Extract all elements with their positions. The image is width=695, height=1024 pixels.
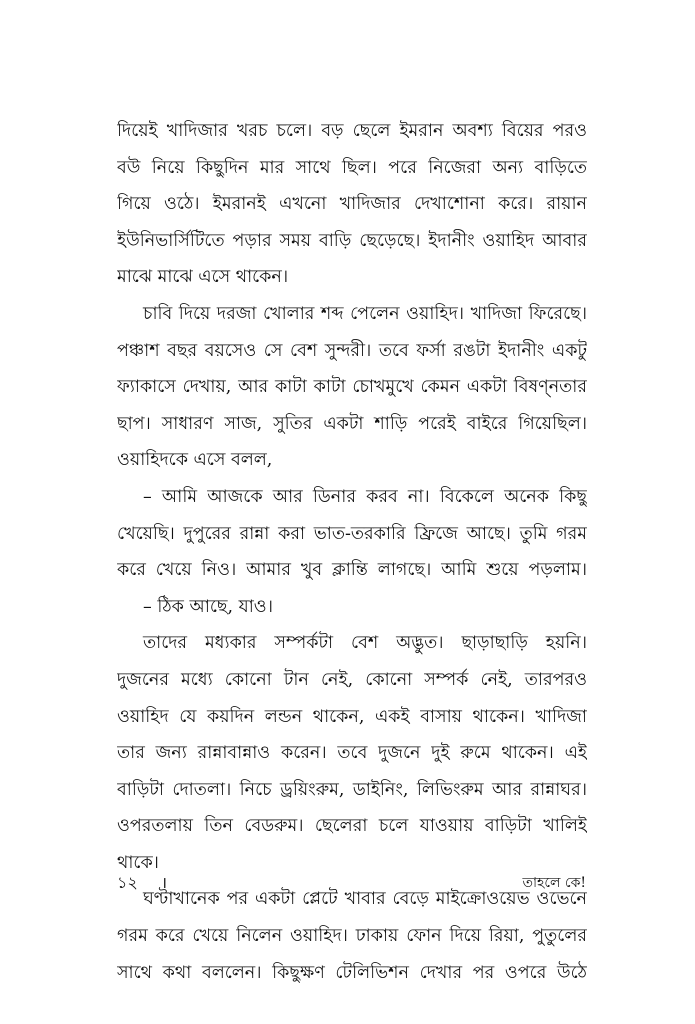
text-line: ওয়াহিদ যে কয়দিন লন্ডন থাকেন, একই বাসায় থাকেন। খাদিজা (117, 706, 587, 727)
text-line: ওয়াহিদকে এসে বলল, (117, 450, 273, 471)
text-line: করে খেয়ে নিও। আমার খুব ক্লান্তি লাগছে। আমি শুয়ে পড়লাম। (117, 560, 587, 581)
text-line: – আমি আজকে আর ডিনার করব না। বিকেলে অনেক কিছু (143, 486, 587, 507)
text-line: মাঝে মাঝে এসে থাকেন। (117, 267, 289, 288)
footer-separator: । (161, 873, 168, 892)
text-line: ওপরতলায় তিন বেডরুম। ছেলেরা চলে যাওয়ায় বাড়িটা খালিই (117, 816, 587, 837)
text-line: বাড়িটা দোতলা। নিচে ড্রয়িংরুম, ডাইনিং, লিভিংরুম আর রান্নাঘর। (117, 779, 587, 800)
text-line: দুজনের মধ্যে কোনো টান নেই, কোনো সম্পর্ক নেই, তারপরও (117, 669, 587, 690)
text-line: ঘণ্টাখানেক পর একটা প্লেটে খাবার বেড়ে মাইক্রোওয়েভ ওভেনে (143, 889, 587, 910)
body-text (117, 113, 587, 991)
text-line: ইউনিভার্সিটিতে পড়ার সময় বাড়ি ছেড়েছে। ইদানীং ওয়াহিদ আবার (117, 230, 587, 251)
text-line: তার জন্য রান্নাবান্নাও করেন। তবে দুজনে দুই রুমে থাকেন। এই (117, 743, 587, 764)
text-line: গিয়ে ওঠে। ইমরানই এখনো খাদিজার দেখাশোনা করে। রায়ান (117, 194, 587, 215)
text-line: চাবি দিয়ে দরজা খোলার শব্দ পেলেন ওয়াহিদ। খাদিজা ফিরেছে। (143, 303, 587, 324)
text-line: দিয়েই খাদিজার খরচ চলে। বড় ছেলে ইমরান অবশ্য বিয়ের পরও (117, 121, 587, 141)
text-line: তাদের মধ্যকার সম্পর্কটা বেশ অদ্ভুত। ছাড়াছাড়ি হয়নি। (143, 633, 587, 654)
page-number: ১২ (117, 873, 138, 892)
text-line: বউ নিয়ে কিছুদিন মার সাথে ছিল। পরে নিজেরা অন্য বাড়িতে (117, 157, 587, 178)
text-line: খেয়েছি। দুপুরের রান্না করা ভাত-তরকারি ফ্রিজে আছে। তুমি গরম (117, 523, 587, 544)
text-line: পঞ্চাশ বছর বয়সেও সে বেশ সুন্দরী। তবে ফর্সা রঙটা ইদানীং একটু (117, 340, 587, 361)
text-line: থাকে। (117, 852, 159, 873)
text-line: – ঠিক আছে, যাও। (143, 596, 273, 617)
text-line: গরম করে খেয়ে নিলেন ওয়াহিদ। ঢাকায় ফোন দিয়ে রিয়া, পুতুলের (117, 926, 587, 947)
text-line: ছাপ। সাধারণ সাজ, সুতির একটা শাড়ি পরেই বাইরে গিয়েছিল। (117, 413, 587, 434)
running-title: তাহলে কে! (522, 875, 586, 891)
text-line: ফ্যাকাসে দেখায়, আর কাটা কাটা চোখমুখে কেমন একটা বিষণ্নতার (117, 377, 587, 398)
text-line: সাথে কথা বললেন। কিছুক্ষণ টেলিভিশন দেখার পর ওপরে উঠে (117, 962, 587, 983)
